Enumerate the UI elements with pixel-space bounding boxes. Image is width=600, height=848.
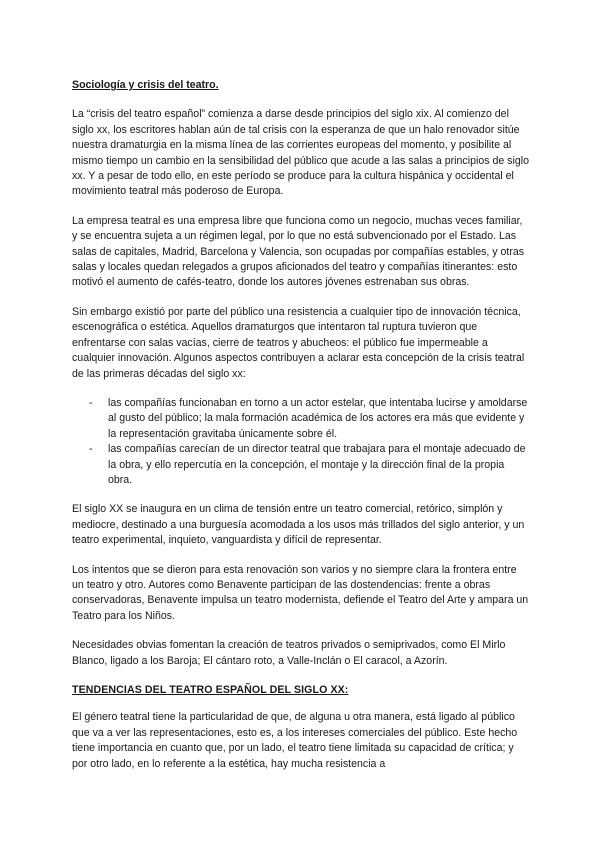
- aspects-list: [72, 396, 530, 488]
- list-marker: -: [89, 396, 93, 409]
- paragraph-crisis-intro: La “crisis del teatro español” comienza a darse desde principios del siglo xix. Al comienzo del siglo xx, los escritores hablan aún de tal crisis con la esperanza de que un halo renovador sitúe nuestra dramaturgia en la misma línea de las corrientes europeas del momento, y posibilite al mismo tiempo un cambio en la sensibilidad del público que acude a las salas a principios de siglo xx. Y a pesar de todo ello, en este período se produce para la cultura hispánica y occidental el movimiento teatral más poderoso de Europa.: [72, 108, 529, 198]
- paragraph-siglo-xx: El siglo XX se inaugura en un clima de tensión entre un teatro comercial, retórico, simplón y mediocre, destinado a una burguesía acomodada a los usos más trillados del siglo anterior, y un teatro experimental, inquieto, vanguardista y difícil de representar.: [72, 503, 525, 547]
- paragraph-intentos-renovacion: Los intentos que se dieron para esta renovación son varios y no siempre clara la frontera entre un teatro y otro. Autores como Benavente participan de las dostendencias: frente a obras conservadoras, Benavente impulsa un teatro modernista, defiende el Teatro del Arte y ampara un Teatro para los Niños.: [72, 563, 529, 622]
- list-item-text: las compañías carecían de un director teatral que trabajara para el montaje adecuado de la obra, y ello repercutía en la concepción, el montaje y la dirección final de la propia obra.: [108, 443, 526, 486]
- list-item: [72, 396, 530, 442]
- list-marker: -: [89, 443, 93, 456]
- list-item-text: las compañías funcionaban en torno a un actor estelar, que intentaba lucirse y amoldarse al gusto del público; la mala formación académica de los actores era más que evidente y la representación gravitaba únicamente sobre él.: [108, 396, 528, 440]
- paragraph-teatros-privados: Necesidades obvias fomentan la creación de teatros privados o semiprivados, como El Mirlo Blanco, ligado a los Baroja; El cántaro roto, a Valle-Inclán o El caracol, a Azorín.: [72, 639, 506, 667]
- document-page: [72, 78, 530, 786]
- paragraph-genero-teatral: El género teatral tiene la particularidad de que, de alguna u otra manera, está ligado al público que va a ver las representaciones, esto es, a los intereses comerciales del público. Este hecho tiene importancia en cuanto que, por un lado, el teatro tiene limitada su capacidad de crítica; y por otro lado, en lo referente a la estética, hay mucha resistencia a: [72, 711, 518, 770]
- section-heading: TENDENCIAS DEL TEATRO ESPAÑOL DEL SIGLO XX:: [72, 684, 349, 696]
- list-item: [72, 442, 530, 488]
- paragraph-empresa-teatral: La empresa teatral es una empresa libre que funciona como un negocio, muchas veces familiar, y se encuentra sujeta a un régimen legal, por lo que no está subvencionado por el Estado. Las salas de capitales, Madrid, Barcelona y Valencia, son ocupadas por compañías estables, y otras salas y locales quedan relegados a grupos aficionados del teatro y compañías itinerantes: esto motivó el aumento de cafés-teatro, donde los autores jóvenes estrenaban sus obras.: [72, 214, 525, 289]
- paragraph-resistencia-publico: Sin embargo existió por parte del público una resistencia a cualquier tipo de innovación técnica, escenográfica o estética. Aquellos dramaturgos que intentaron tal ruptura tuvieron que enfrentarse con salas vacías, cierre de teatros y abucheos: el público fue impermeable a cualquier innovación. Algunos aspectos contribuyen a aclarar esta concepción de la crisis teatral de las primeras décadas del siglo xx:: [72, 305, 525, 380]
- document-title: Sociología y crisis del teatro.: [72, 79, 219, 91]
